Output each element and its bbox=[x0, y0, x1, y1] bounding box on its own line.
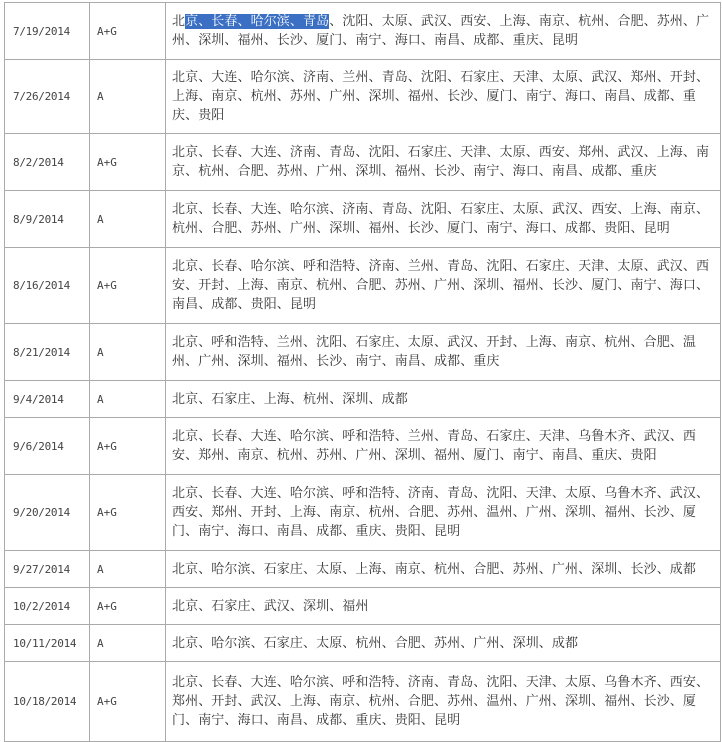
table-row bbox=[5, 588, 721, 625]
cities-cell[interactable]: 北京、长春、大连、哈尔滨、呼和浩特、兰州、青岛、石家庄、天津、乌鲁木齐、武汉、西安、郑州、南京、杭州、苏州、广州、深圳、福州、厦门、南宁、南昌、重庆、贵阳 bbox=[166, 418, 721, 475]
cities-cell[interactable]: 北京、长春、大连、哈尔滨、呼和浩特、济南、青岛、沈阳、天津、太原、乌鲁木齐、武汉、西安、郑州、开封、上海、南京、杭州、合肥、苏州、温州、广州、深圳、福州、长沙、厦门、南宁、海口、南昌、成都、重庆、贵阳、昆明 bbox=[166, 475, 721, 551]
table-row bbox=[5, 191, 721, 248]
date-cell: 7/19/2014 bbox=[5, 3, 90, 60]
date-cell: 9/4/2014 bbox=[5, 381, 90, 418]
date-cell: 9/20/2014 bbox=[5, 475, 90, 551]
table-row bbox=[5, 248, 721, 324]
type-cell: A bbox=[90, 324, 166, 381]
table-row bbox=[5, 475, 721, 551]
cities-cell[interactable]: 北京、石家庄、上海、杭州、深圳、成都 bbox=[166, 381, 721, 418]
date-cell: 9/6/2014 bbox=[5, 418, 90, 475]
cities-cell[interactable]: 北京、长春、大连、济南、青岛、沈阳、石家庄、天津、太原、西安、郑州、武汉、上海、南京、杭州、合肥、苏州、广州、深圳、福州、长沙、南宁、海口、南昌、成都、重庆 bbox=[166, 134, 721, 191]
date-cell: 8/2/2014 bbox=[5, 134, 90, 191]
date-cell: 10/18/2014 bbox=[5, 662, 90, 742]
type-cell: A bbox=[90, 60, 166, 134]
table-row bbox=[5, 418, 721, 475]
table-row bbox=[5, 625, 721, 662]
cities-cell[interactable]: 北京、长春、大连、哈尔滨、济南、青岛、沈阳、石家庄、太原、武汉、西安、上海、南京、杭州、合肥、苏州、广州、深圳、福州、长沙、厦门、南宁、海口、成都、贵阳、昆明 bbox=[166, 191, 721, 248]
type-cell: A+G bbox=[90, 3, 166, 60]
date-cell: 10/2/2014 bbox=[5, 588, 90, 625]
table-row bbox=[5, 662, 721, 742]
date-cell: 10/11/2014 bbox=[5, 625, 90, 662]
date-cell: 7/26/2014 bbox=[5, 60, 90, 134]
type-cell: A+G bbox=[90, 134, 166, 191]
type-cell: A bbox=[90, 191, 166, 248]
table-row bbox=[5, 134, 721, 191]
cities-text: 北 bbox=[172, 14, 186, 29]
cities-cell[interactable]: 北京、哈尔滨、石家庄、太原、杭州、合肥、苏州、广州、深圳、成都 bbox=[166, 625, 721, 662]
cities-cell[interactable] bbox=[166, 3, 721, 60]
table-row bbox=[5, 60, 721, 134]
table-row bbox=[5, 324, 721, 381]
table-row bbox=[5, 551, 721, 588]
city-schedule-table bbox=[4, 2, 721, 742]
type-cell: A+G bbox=[90, 475, 166, 551]
table-row bbox=[5, 3, 721, 60]
type-cell: A bbox=[90, 625, 166, 662]
cities-cell[interactable]: 北京、长春、大连、哈尔滨、呼和浩特、济南、青岛、沈阳、天津、太原、乌鲁木齐、西安、郑州、开封、武汉、上海、南京、杭州、合肥、苏州、温州、广州、深圳、福州、长沙、厦门、南宁、海口、南昌、成都、重庆、贵阳、昆明 bbox=[166, 662, 721, 742]
cities-cell[interactable]: 北京、呼和浩特、兰州、沈阳、石家庄、太原、武汉、开封、上海、南京、杭州、合肥、温州、广州、深圳、福州、长沙、南宁、南昌、成都、重庆 bbox=[166, 324, 721, 381]
date-cell: 8/9/2014 bbox=[5, 191, 90, 248]
cities-cell[interactable]: 北京、长春、哈尔滨、呼和浩特、济南、兰州、青岛、沈阳、石家庄、天津、太原、武汉、西安、开封、上海、南京、杭州、合肥、苏州、广州、深圳、福州、长沙、厦门、南宁、海口、南昌、成都、贵阳、昆明 bbox=[166, 248, 721, 324]
type-cell: A+G bbox=[90, 418, 166, 475]
selected-text[interactable]: 京、长春、哈尔滨、青岛 bbox=[185, 14, 330, 29]
type-cell: A bbox=[90, 551, 166, 588]
date-cell: 8/21/2014 bbox=[5, 324, 90, 381]
date-cell: 9/27/2014 bbox=[5, 551, 90, 588]
type-cell: A+G bbox=[90, 588, 166, 625]
type-cell: A+G bbox=[90, 662, 166, 742]
type-cell: A bbox=[90, 381, 166, 418]
cities-cell[interactable]: 北京、哈尔滨、石家庄、太原、上海、南京、杭州、合肥、苏州、广州、深圳、长沙、成都 bbox=[166, 551, 721, 588]
type-cell: A+G bbox=[90, 248, 166, 324]
cities-cell[interactable]: 北京、大连、哈尔滨、济南、兰州、青岛、沈阳、石家庄、天津、太原、武汉、郑州、开封、上海、南京、杭州、苏州、广州、深圳、福州、长沙、厦门、南宁、海口、南昌、成都、重庆、贵阳 bbox=[166, 60, 721, 134]
cities-cell[interactable]: 北京、石家庄、武汉、深圳、福州 bbox=[166, 588, 721, 625]
date-cell: 8/16/2014 bbox=[5, 248, 90, 324]
table-row bbox=[5, 381, 721, 418]
cities-text: 、沈阳、太原、武汉、西安、上海、南京、杭州、合肥、苏州、广州、深圳、福州、长沙、厦门、南宁、海口、南昌、成都、重庆、昆明 bbox=[172, 14, 710, 48]
